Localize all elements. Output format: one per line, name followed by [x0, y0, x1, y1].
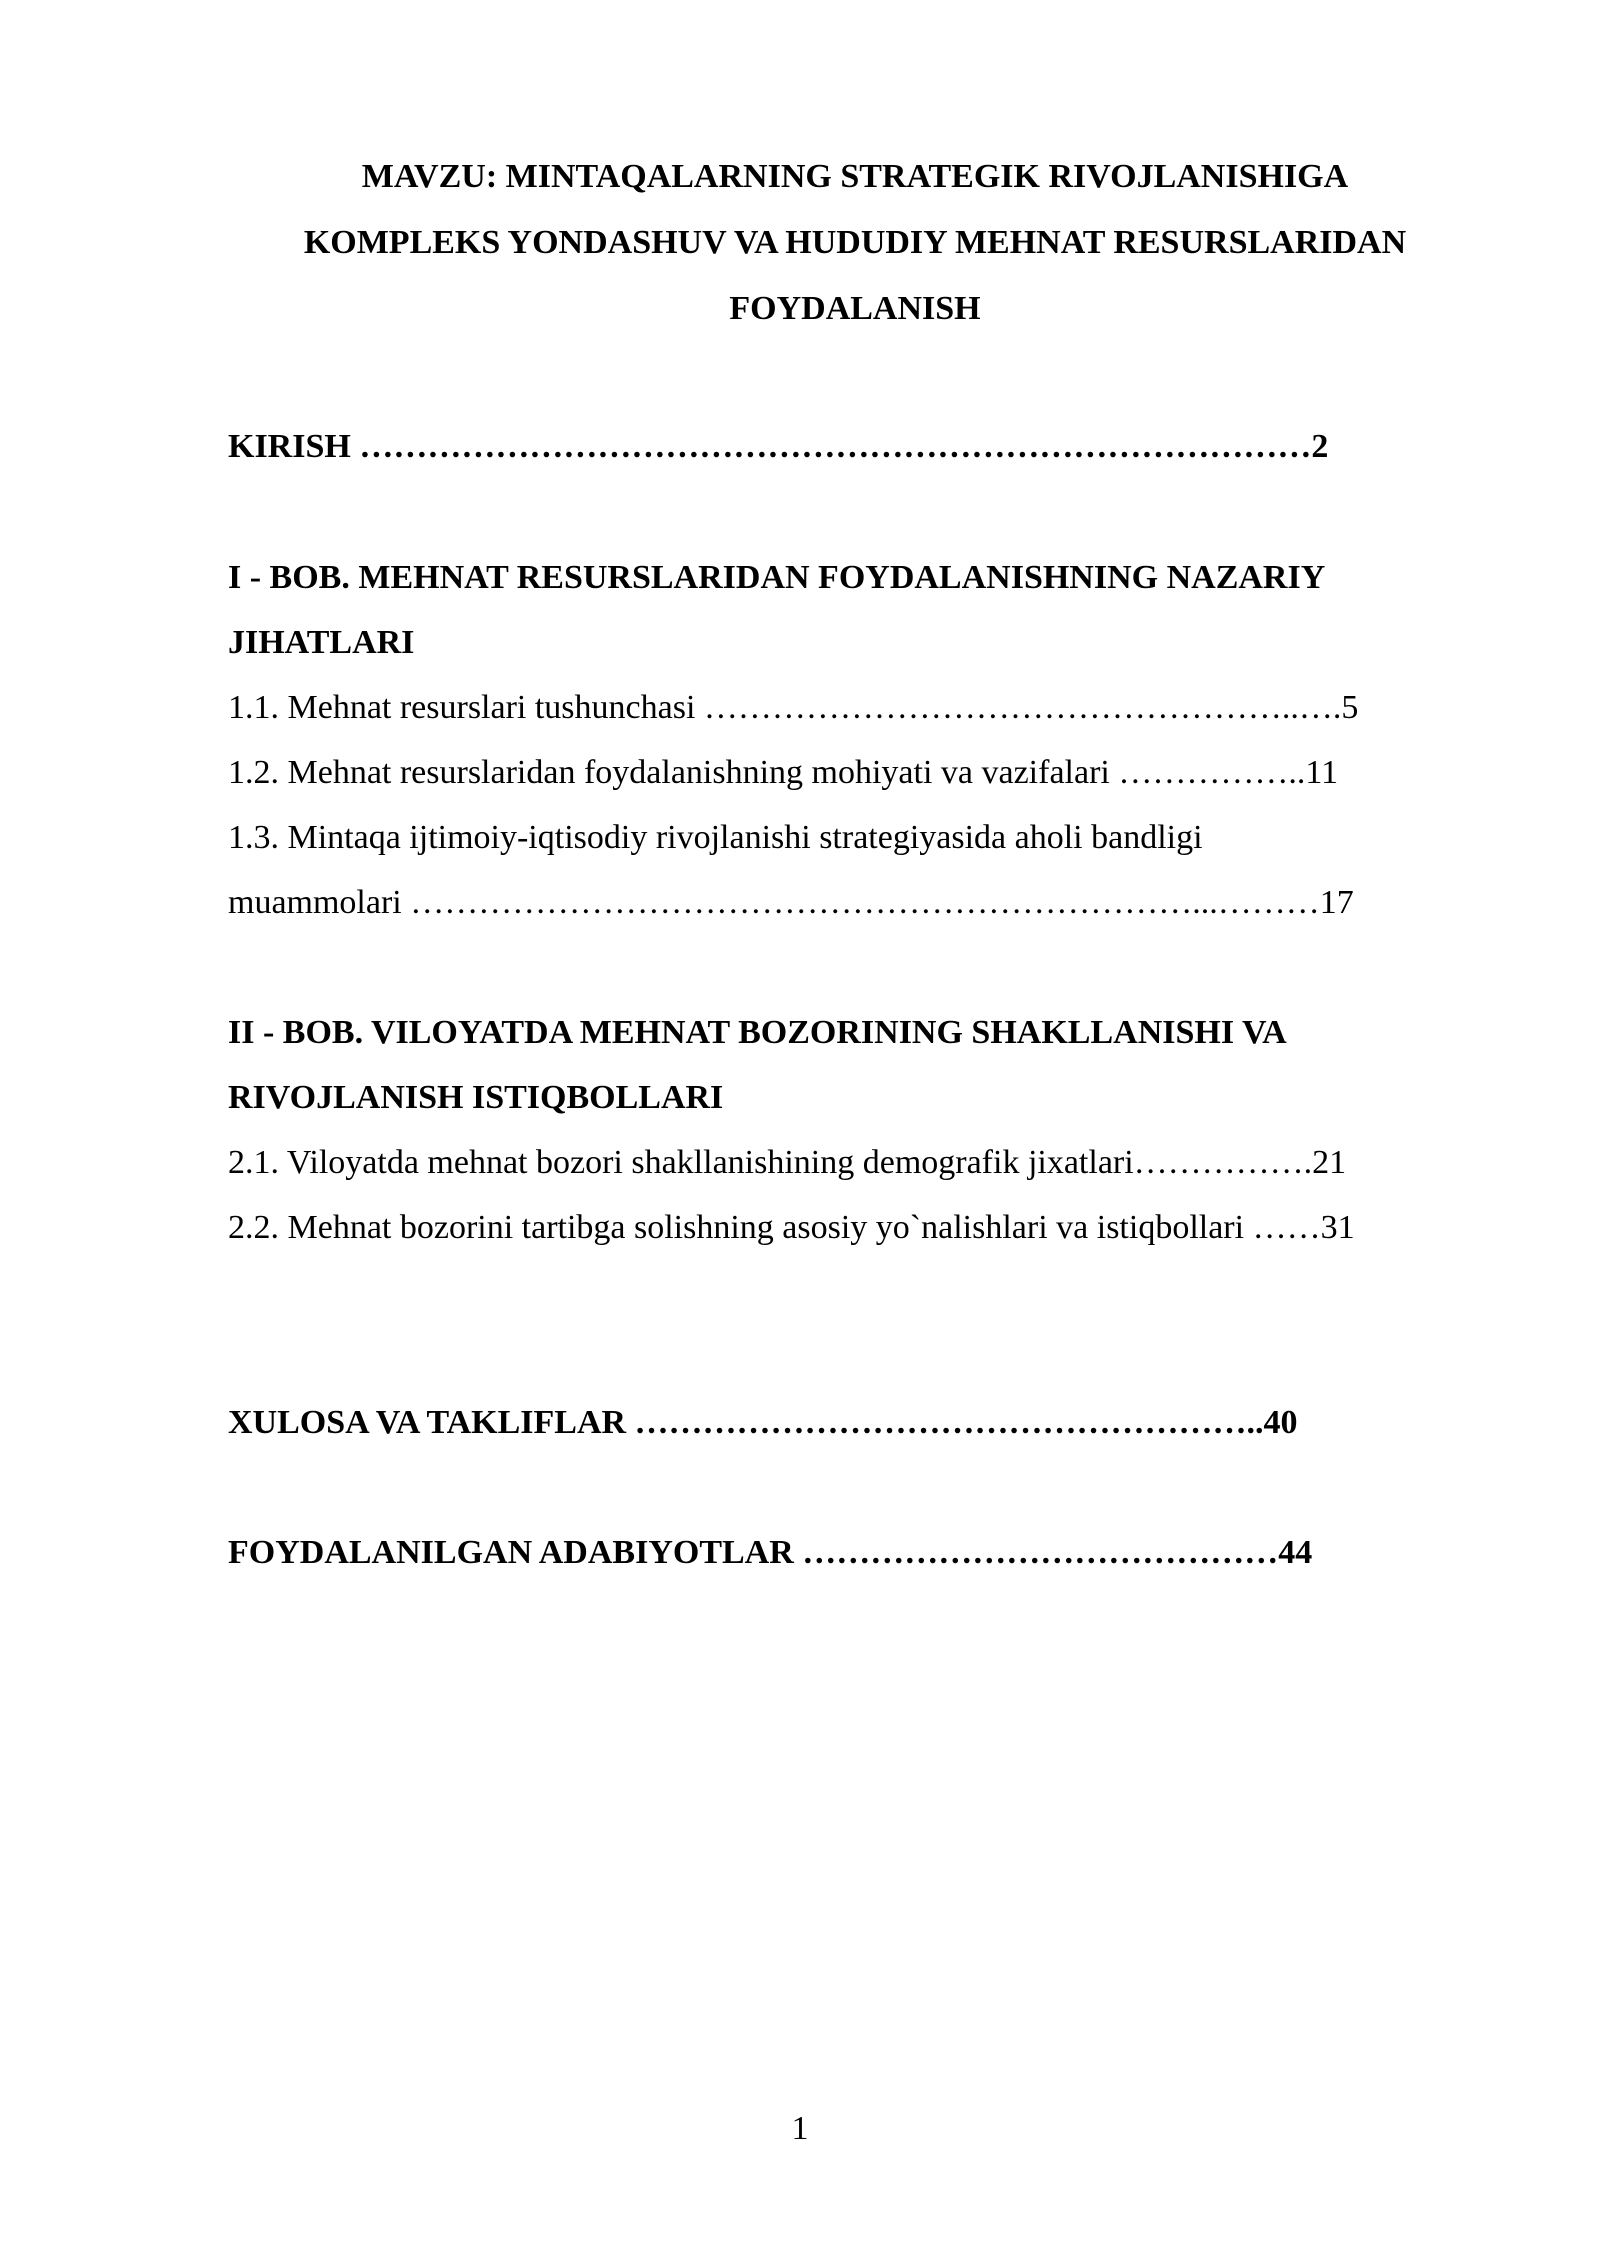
toc-item-1-3-line1: 1.3. Mintaqa ijtimoiy-iqtisodiy rivojlanishi strategiyasida aholi bandligi	[228, 819, 1203, 856]
page-number: 1	[791, 2110, 809, 2147]
toc-item-2-2: 2.2. Mehnat bozorini tartibga solishning asosiy yo`nalishlari va istiqbollari ……31	[228, 1209, 1355, 1246]
title-line-3: FOYDALANISH	[729, 290, 981, 327]
toc-chapter2-heading-line1: II - BOB. VILOYATDA MEHNAT BOZORINING SHAKLLANISHI VA	[228, 1014, 1287, 1051]
toc-chapter1-heading-line1: I - BOB. MEHNAT RESURSLARIDAN FOYDALANISHNING NAZARIY	[228, 559, 1326, 596]
toc-chapter1-heading-line2: JIHATLARI	[228, 624, 415, 661]
toc-item-1-2: 1.2. Mehnat resurslaridan foydalanishning mohiyati va vazifalari ……………..11	[228, 754, 1339, 791]
toc-item-1-1: 1.1. Mehnat resurslari tushunchasi ……………………………………………..….5	[228, 689, 1359, 726]
document-title	[220, 144, 1490, 342]
toc-conclusion: XULOSA VA TAKLIFLAR ………………………………………………..40	[228, 1404, 1298, 1441]
toc-intro: KIRISH …………………………………………………………………………2	[228, 428, 1329, 465]
toc-references: FOYDALANILGAN ADABIYOTLAR ……………………………………44	[228, 1534, 1313, 1571]
toc-chapter2-heading-line2: RIVOJLANISH ISTIQBOLLARI	[228, 1079, 724, 1116]
title-line-2: KOMPLEKS YONDASHUV VA HUDUDIY MEHNAT RESURSLARIDAN	[303, 224, 1407, 261]
title-line-1: MAVZU: MINTAQALARNING STRATEGIK RIVOJLANISHIGA	[361, 158, 1349, 195]
toc-item-1-3-line2: muammolari ……………………………………………………………...………17	[228, 884, 1354, 921]
toc-item-2-1: 2.1. Viloyatda mehnat bozori shakllanishining demografik jixatlari…………….21	[228, 1144, 1347, 1181]
